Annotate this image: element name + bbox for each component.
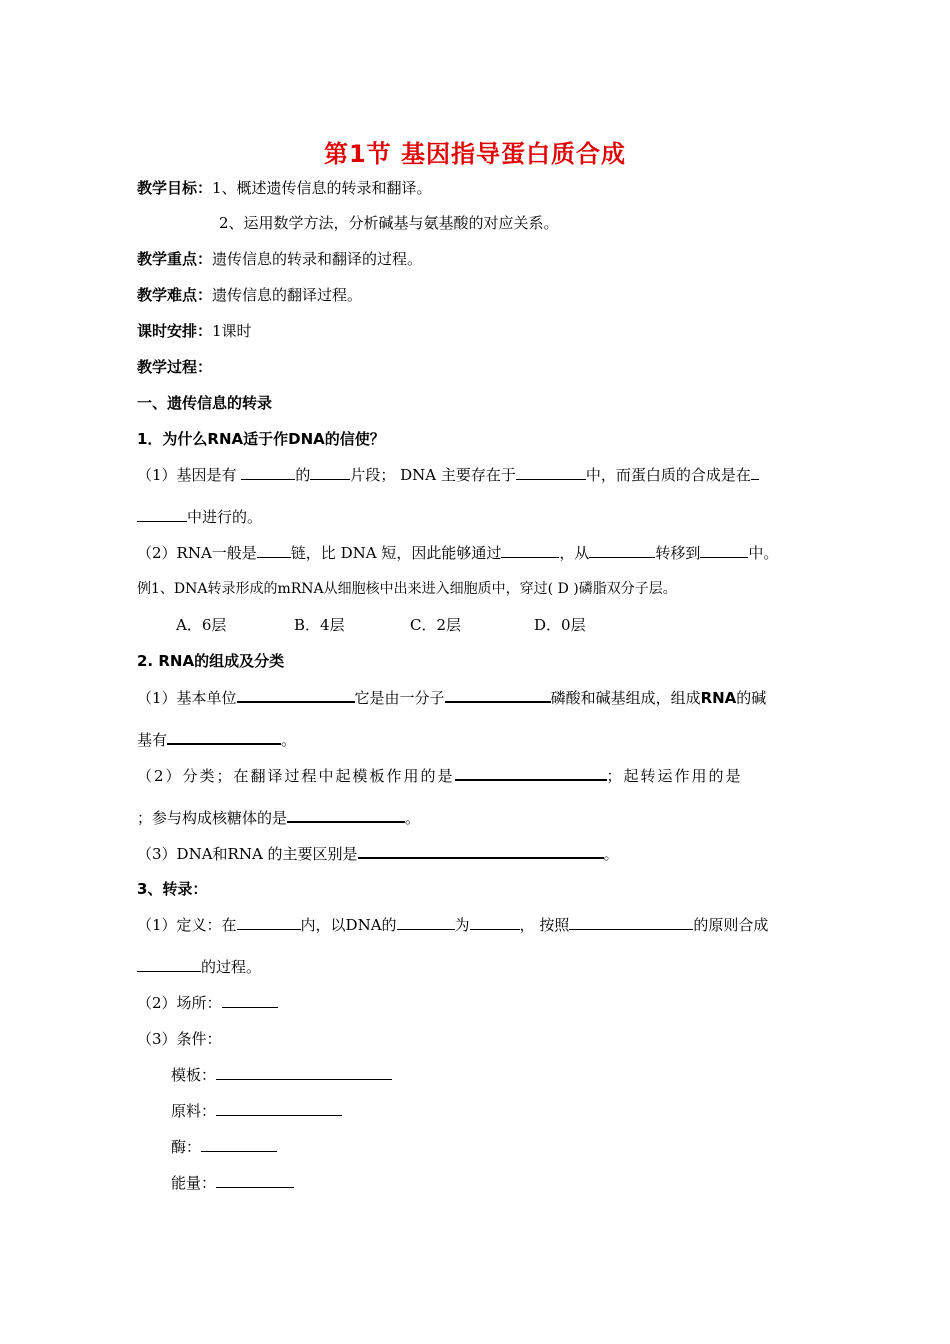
fill-blank[interactable] [167, 729, 281, 745]
text-run: （2）RNA一般是 [137, 544, 257, 562]
text-run: RNA [700, 689, 737, 707]
fill-blank[interactable] [397, 915, 455, 930]
text-run: 的 [295, 466, 311, 484]
condition-template [171, 1065, 392, 1085]
section2-paragraph-3 [137, 843, 619, 864]
example-1: 例1、DNA转录形成的mRNA从细胞核中出来进入细胞质中，穿过( D )磷脂双分子层。 [137, 581, 677, 597]
process-label: 教学过程： [137, 358, 213, 376]
fill-blank[interactable] [700, 543, 748, 558]
key-points-text: 遗传信息的转录和翻译的过程。 [212, 250, 423, 268]
section1-heading: 一、遗传信息的转录 [137, 394, 273, 412]
text-run: （1）基因是有 [137, 466, 237, 484]
page-title: 第1节 基因指导蛋白质合成 [323, 140, 627, 168]
text-run: （3）DNA和RNA 的主要区别是 [137, 845, 358, 863]
objectives-line-2 [219, 213, 559, 233]
text-run: 。 [603, 845, 619, 863]
text-run: 内，以DNA的 [300, 916, 397, 934]
difficulties-label: 教学难点： [137, 286, 213, 304]
fill-blank[interactable] [137, 957, 201, 972]
text-run: 链，比 DNA 短，因此能够通过 [290, 544, 502, 562]
section2-paragraph-1-cont [137, 729, 296, 750]
difficulties-line [137, 285, 362, 305]
fill-blank[interactable] [751, 465, 759, 480]
key-points-line [137, 249, 422, 269]
fill-blank[interactable] [237, 687, 355, 703]
q1-paragraph-1-cont [137, 507, 262, 527]
text-run: 酶： [171, 1138, 202, 1156]
fill-blank[interactable] [589, 543, 655, 558]
difficulties-text: 遗传信息的翻译过程。 [212, 286, 363, 304]
objective-2: 2、运用数学方法，分析碱基与氨基酸的对应关系。 [219, 214, 559, 232]
objective-1: 1、概述遗传信息的转录和翻译。 [212, 179, 432, 197]
fill-blank[interactable] [516, 465, 586, 480]
text-run: 中，而蛋白质的合成是在 [585, 466, 751, 484]
q1-heading: 1．为什么RNA适于作DNA的信使？ [137, 430, 385, 448]
fill-blank[interactable] [237, 915, 301, 930]
fill-blank[interactable] [310, 465, 350, 480]
fill-blank[interactable] [358, 843, 604, 859]
condition-enzyme [171, 1137, 277, 1157]
text-run: （1）定义：在 [137, 916, 237, 934]
fill-blank[interactable] [137, 507, 187, 522]
fill-blank[interactable] [569, 915, 693, 930]
option-c: C．2层 [410, 616, 462, 634]
fill-blank[interactable] [222, 993, 278, 1008]
fill-blank[interactable] [470, 915, 520, 930]
q1-paragraph-2 [137, 543, 778, 563]
text-run: 能量： [171, 1174, 217, 1192]
fill-blank[interactable] [241, 465, 295, 480]
section2-heading: 2. RNA的组成及分类 [137, 652, 285, 670]
text-run: 它是由一分子 [354, 689, 445, 707]
text-run: 中。 [748, 544, 779, 562]
condition-material [171, 1101, 342, 1121]
text-run: 片段； DNA 主要存在于 [350, 466, 516, 484]
fill-blank[interactable] [257, 543, 291, 558]
section3-heading: 3、转录： [137, 880, 208, 898]
section2-paragraph-2-cont [137, 807, 420, 828]
objectives-label: 教学目标： [137, 179, 213, 197]
option-b: B．4层 [294, 616, 345, 634]
text-run: 磷酸和碱基组成，组成 [550, 689, 701, 707]
fill-blank[interactable] [216, 1065, 392, 1080]
section2-paragraph-2 [137, 765, 743, 786]
text-run: 模板： [171, 1066, 217, 1084]
objectives-line-1 [137, 178, 432, 198]
option-a: A．6层 [176, 616, 227, 634]
example-1-options [176, 615, 586, 635]
fill-blank[interactable] [216, 1173, 294, 1188]
condition-energy [171, 1173, 294, 1193]
option-d: D．0层 [534, 616, 586, 634]
section2-paragraph-1 [137, 687, 766, 708]
schedule-label: 课时安排： [137, 322, 213, 340]
text-run: 的过程。 [201, 958, 262, 976]
fill-blank[interactable] [216, 1101, 342, 1116]
section3-location [137, 993, 278, 1013]
text-run: 转移到 [655, 544, 701, 562]
section3-paragraph-1 [137, 915, 768, 935]
text-run: ；参与构成核糖体的是 [137, 809, 288, 827]
text-run: 基有 [137, 731, 168, 749]
text-run: 。 [405, 809, 421, 827]
text-run: （2）分类；在翻译过程中起模板作用的是 [137, 767, 455, 785]
text-run: （2）场所： [137, 994, 222, 1012]
text-run: 中进行的。 [187, 508, 263, 526]
text-run: ， 按照 [519, 916, 570, 934]
text-run: ；起转运作用的是 [606, 767, 743, 785]
text-run: （1）基本单位 [137, 689, 237, 707]
text-run: 。 [281, 731, 297, 749]
text-run: 为 [454, 916, 470, 934]
text-run: 的碱 [736, 689, 767, 707]
fill-blank[interactable] [287, 807, 405, 823]
text-run: ，从 [559, 544, 590, 562]
q1-paragraph-1 [137, 465, 759, 485]
schedule-line [137, 321, 252, 341]
section3-conditions: （3）条件： [137, 1030, 222, 1048]
key-points-label: 教学重点： [137, 250, 213, 268]
fill-blank[interactable] [455, 765, 607, 781]
fill-blank[interactable] [501, 543, 559, 558]
text-run: 原料： [171, 1102, 217, 1120]
section3-paragraph-1-cont [137, 957, 261, 977]
fill-blank[interactable] [445, 687, 551, 703]
schedule-text: 1课时 [212, 322, 252, 340]
text-run: 的原则合成 [693, 916, 769, 934]
fill-blank[interactable] [201, 1137, 277, 1152]
